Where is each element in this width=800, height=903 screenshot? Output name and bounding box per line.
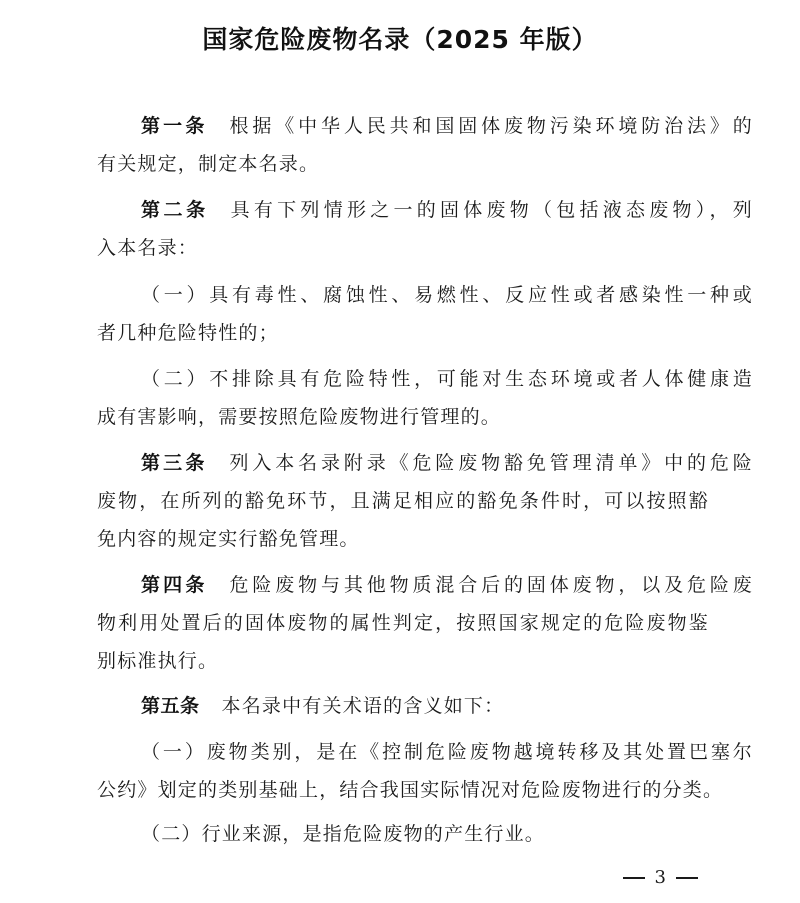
article-3-line-3: 免内容的规定实行豁免管理。 — [97, 528, 360, 550]
article-5-line-1: 第五条 本名录中有关术语的含义如下： — [141, 695, 505, 717]
article-4-label: 第四条 — [141, 574, 208, 596]
article-1-line-2: 有关规定，制定本名录。 — [97, 153, 320, 175]
article-5-label: 第五条 — [141, 695, 200, 717]
page-number: 3 — [613, 867, 708, 888]
article-3-line-1: 第三条 列入本名录附录《危险废物豁免管理清单》中的危险 — [141, 452, 753, 474]
article-1-line-1: 第一条 根据《中华人民共和国固体废物污染环境防治法》的 — [141, 115, 753, 137]
dash-left — [623, 877, 645, 879]
article-2-line-2: 入本名录： — [97, 237, 199, 259]
article-2-line-1: 第二条 具有下列情形之一的固体废物（包括液态废物），列 — [141, 199, 753, 221]
article-2-label: 第二条 — [141, 199, 209, 221]
article-5-item-2-line-1: （二）行业来源，是指危险废物的产生行业。 — [141, 823, 546, 845]
article-5-item-1-line-1: （一）废物类别，是在《控制危险废物越境转移及其处置巴塞尔 — [141, 741, 753, 763]
article-2-item-2-line-2: 成有害影响，需要按照危险废物进行管理的。 — [97, 406, 502, 428]
article-2-item-1-line-2: 者几种危险特性的； — [97, 322, 279, 344]
article-2-item-1-line-1: （一）具有毒性、腐蚀性、易燃性、反应性或者感染性一种或 — [141, 284, 753, 306]
article-4-line-3: 别标准执行。 — [97, 650, 219, 672]
document-title: 国家危险废物名录（2025 年版） — [202, 25, 598, 54]
dash-right — [676, 877, 698, 879]
article-1-label: 第一条 — [141, 115, 208, 137]
article-5-item-1-line-2: 公约》划定的类别基础上，结合我国实际情况对危险废物进行的分类。 — [97, 779, 724, 801]
article-4-line-2: 物利用处置后的固体废物的属性判定，按照国家规定的危险废物鉴 — [97, 612, 709, 634]
article-3-label: 第三条 — [141, 452, 208, 474]
article-4-line-1: 第四条 危险废物与其他物质混合后的固体废物，以及危险废 — [141, 574, 753, 596]
article-3-line-2: 废物，在所列的豁免环节，且满足相应的豁免条件时，可以按照豁 — [97, 490, 709, 512]
article-2-item-2-line-1: （二）不排除具有危险特性，可能对生态环境或者人体健康造 — [141, 368, 753, 390]
